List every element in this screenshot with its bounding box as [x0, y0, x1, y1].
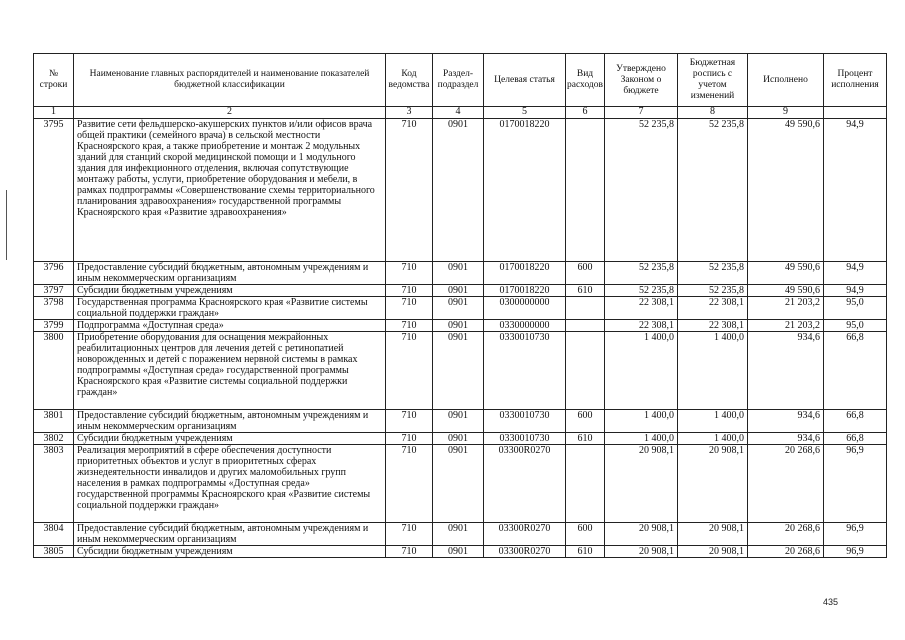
- row-approved: 1 400,0: [605, 332, 678, 410]
- row-expense-type: [566, 119, 605, 262]
- table-row: [34, 297, 887, 320]
- table-row: [34, 546, 887, 558]
- row-executed: 49 590,6: [748, 262, 824, 285]
- row-approved: 52 235,8: [605, 119, 678, 262]
- row-percent: 96,9: [824, 546, 887, 558]
- header-section: Раздел-подраздел: [433, 54, 484, 107]
- row-expense-type: 600: [566, 262, 605, 285]
- row-percent: 66,8: [824, 433, 887, 445]
- column-number: 6: [566, 107, 605, 119]
- column-number: 9: [748, 107, 824, 119]
- row-expense-type: 610: [566, 546, 605, 558]
- row-section: 0901: [433, 320, 484, 332]
- row-section: 0901: [433, 285, 484, 297]
- row-percent: 66,8: [824, 332, 887, 410]
- row-expense-type: 610: [566, 433, 605, 445]
- row-executed: 934,6: [748, 410, 824, 433]
- row-approved: 20 908,1: [605, 445, 678, 523]
- row-budget-list: 52 235,8: [678, 285, 748, 297]
- row-approved: 22 308,1: [605, 297, 678, 320]
- row-approved: 20 908,1: [605, 546, 678, 558]
- row-target: 03300R0270: [484, 445, 566, 523]
- row-section: 0901: [433, 546, 484, 558]
- row-percent: 96,9: [824, 523, 887, 546]
- row-dept-code: 710: [386, 320, 433, 332]
- row-name: Предоставление субсидий бюджетным, автономным учреждениям и иным некоммерческим организациям: [74, 410, 386, 433]
- row-dept-code: 710: [386, 285, 433, 297]
- header-target: Целевая статья: [484, 54, 566, 107]
- row-section: 0901: [433, 262, 484, 285]
- row-percent: 96,9: [824, 445, 887, 523]
- row-executed: 49 590,6: [748, 119, 824, 262]
- row-number: 3798: [34, 297, 74, 320]
- row-target: 0330010730: [484, 332, 566, 410]
- row-executed: 49 590,6: [748, 285, 824, 297]
- row-target: 03300R0270: [484, 523, 566, 546]
- row-percent: 94,9: [824, 285, 887, 297]
- row-dept-code: 710: [386, 445, 433, 523]
- row-dept-code: 710: [386, 262, 433, 285]
- row-percent: 94,9: [824, 262, 887, 285]
- row-target: 0300000000: [484, 297, 566, 320]
- row-dept-code: 710: [386, 523, 433, 546]
- row-name: Реализация мероприятий в сфере обеспечения доступности приоритетных объектов и услуг в приоритетных сферах жизнедеятельности инвалидов и других маломобильных групп населения в рамках подпрограммы «Доступная среда» государственной программы Красноярского края «Развитие системы социальной поддержки граждан»: [74, 445, 386, 523]
- row-section: 0901: [433, 119, 484, 262]
- table-row: [34, 410, 887, 433]
- row-target: 0330010730: [484, 410, 566, 433]
- row-executed: 20 268,6: [748, 546, 824, 558]
- row-number: 3804: [34, 523, 74, 546]
- row-section: 0901: [433, 433, 484, 445]
- header-dept-code: Код ведомства: [386, 54, 433, 107]
- column-number: 4: [433, 107, 484, 119]
- table-row: [34, 523, 887, 546]
- column-number-row: [34, 107, 887, 119]
- row-target: 03300R0270: [484, 546, 566, 558]
- row-target: 0330010730: [484, 433, 566, 445]
- row-budget-list: 52 235,8: [678, 119, 748, 262]
- row-approved: 1 400,0: [605, 433, 678, 445]
- row-executed: 934,6: [748, 433, 824, 445]
- row-number: 3803: [34, 445, 74, 523]
- header-approved: Утверждено Законом о бюджете: [605, 54, 678, 107]
- column-number: 1: [34, 107, 74, 119]
- row-budget-list: 1 400,0: [678, 410, 748, 433]
- row-dept-code: 710: [386, 119, 433, 262]
- row-approved: 52 235,8: [605, 285, 678, 297]
- budget-execution-table: [33, 53, 887, 558]
- header-name: Наименование главных распорядителей и наименование показателей бюджетной классификации: [74, 54, 386, 107]
- row-name: Субсидии бюджетным учреждениям: [74, 285, 386, 297]
- row-budget-list: 52 235,8: [678, 262, 748, 285]
- row-budget-list: 20 908,1: [678, 445, 748, 523]
- row-section: 0901: [433, 332, 484, 410]
- column-number: 8: [678, 107, 748, 119]
- table-header-row: [34, 54, 887, 107]
- row-name: Развитие сети фельдшерско-акушерских пунктов и/или офисов врача общей практики (семейного врача) в сельской местности Красноярского края, а также приобретение и монтаж 2 модульных зданий для станций скорой медицинской помощи и 1 модульного здания для инфекционного отделения, включая сопутствующие монтажу работы, услуги, приобретение оборудования и мебели, в рамках подпрограммы «Совершенствование схемы территориального планирования здравоохранения» государственной программы Красноярского края «Развитие здравоохранения»: [74, 119, 386, 262]
- table-row: [34, 332, 887, 410]
- row-budget-list: 20 908,1: [678, 523, 748, 546]
- row-name: Предоставление субсидий бюджетным, автономным учреждениям и иным некоммерческим организациям: [74, 523, 386, 546]
- table-row: [34, 433, 887, 445]
- column-number: 5: [484, 107, 566, 119]
- row-target: 0170018220: [484, 262, 566, 285]
- row-section: 0901: [433, 410, 484, 433]
- column-number: 3: [386, 107, 433, 119]
- row-name: Приобретение оборудования для оснащения межрайонных реабилитационных центров для лечения детей с ретинопатией новорожденных и детей с поражением нервной системы в рамках подпрограммы «Доступная среда» государственной программы Красноярского края «Развитие системы социальной поддержки граждан»: [74, 332, 386, 410]
- row-expense-type: 610: [566, 285, 605, 297]
- row-dept-code: 710: [386, 297, 433, 320]
- row-section: 0901: [433, 523, 484, 546]
- binder-margin-line: [6, 190, 7, 260]
- column-number: 7: [605, 107, 678, 119]
- row-number: 3805: [34, 546, 74, 558]
- row-dept-code: 710: [386, 433, 433, 445]
- row-expense-type: [566, 297, 605, 320]
- row-name: Подпрограмма «Доступная среда»: [74, 320, 386, 332]
- row-budget-list: 22 308,1: [678, 320, 748, 332]
- row-dept-code: 710: [386, 332, 433, 410]
- row-budget-list: 1 400,0: [678, 332, 748, 410]
- row-budget-list: 20 908,1: [678, 546, 748, 558]
- row-executed: 21 203,2: [748, 297, 824, 320]
- header-expense-type: Вид расходов: [566, 54, 605, 107]
- page-number: 435: [823, 597, 839, 607]
- row-executed: 934,6: [748, 332, 824, 410]
- table-row: [34, 119, 887, 262]
- row-number: 3796: [34, 262, 74, 285]
- row-number: 3801: [34, 410, 74, 433]
- table-row: [34, 445, 887, 523]
- row-percent: 95,0: [824, 297, 887, 320]
- row-section: 0901: [433, 445, 484, 523]
- table-row: [34, 262, 887, 285]
- row-executed: 21 203,2: [748, 320, 824, 332]
- row-dept-code: 710: [386, 410, 433, 433]
- header-budget-list: Бюджетная роспись с учетом изменений: [678, 54, 748, 107]
- row-percent: 94,9: [824, 119, 887, 262]
- row-section: 0901: [433, 297, 484, 320]
- row-executed: 20 268,6: [748, 523, 824, 546]
- header-percent: Процент исполнения: [824, 54, 887, 107]
- table-row: [34, 320, 887, 332]
- column-number-empty: [824, 107, 887, 119]
- row-number: 3799: [34, 320, 74, 332]
- row-percent: 66,8: [824, 410, 887, 433]
- row-dept-code: 710: [386, 546, 433, 558]
- row-name: Государственная программа Красноярского края «Развитие системы социальной поддержки граждан»: [74, 297, 386, 320]
- row-approved: 22 308,1: [605, 320, 678, 332]
- header-row-no: № строки: [34, 54, 74, 107]
- row-target: 0330000000: [484, 320, 566, 332]
- row-target: 0170018220: [484, 285, 566, 297]
- row-expense-type: 600: [566, 523, 605, 546]
- row-expense-type: [566, 332, 605, 410]
- row-approved: 20 908,1: [605, 523, 678, 546]
- row-name: Предоставление субсидий бюджетным, автономным учреждениям и иным некоммерческим организациям: [74, 262, 386, 285]
- row-expense-type: 600: [566, 410, 605, 433]
- row-number: 3800: [34, 332, 74, 410]
- row-approved: 1 400,0: [605, 410, 678, 433]
- row-budget-list: 22 308,1: [678, 297, 748, 320]
- row-number: 3802: [34, 433, 74, 445]
- row-name: Субсидии бюджетным учреждениям: [74, 546, 386, 558]
- row-target: 0170018220: [484, 119, 566, 262]
- row-name: Субсидии бюджетным учреждениям: [74, 433, 386, 445]
- row-percent: 95,0: [824, 320, 887, 332]
- row-budget-list: 1 400,0: [678, 433, 748, 445]
- header-executed: Исполнено: [748, 54, 824, 107]
- row-expense-type: [566, 445, 605, 523]
- table-row: [34, 285, 887, 297]
- row-number: 3797: [34, 285, 74, 297]
- row-executed: 20 268,6: [748, 445, 824, 523]
- row-expense-type: [566, 320, 605, 332]
- row-number: 3795: [34, 119, 74, 262]
- row-approved: 52 235,8: [605, 262, 678, 285]
- column-number: 2: [74, 107, 386, 119]
